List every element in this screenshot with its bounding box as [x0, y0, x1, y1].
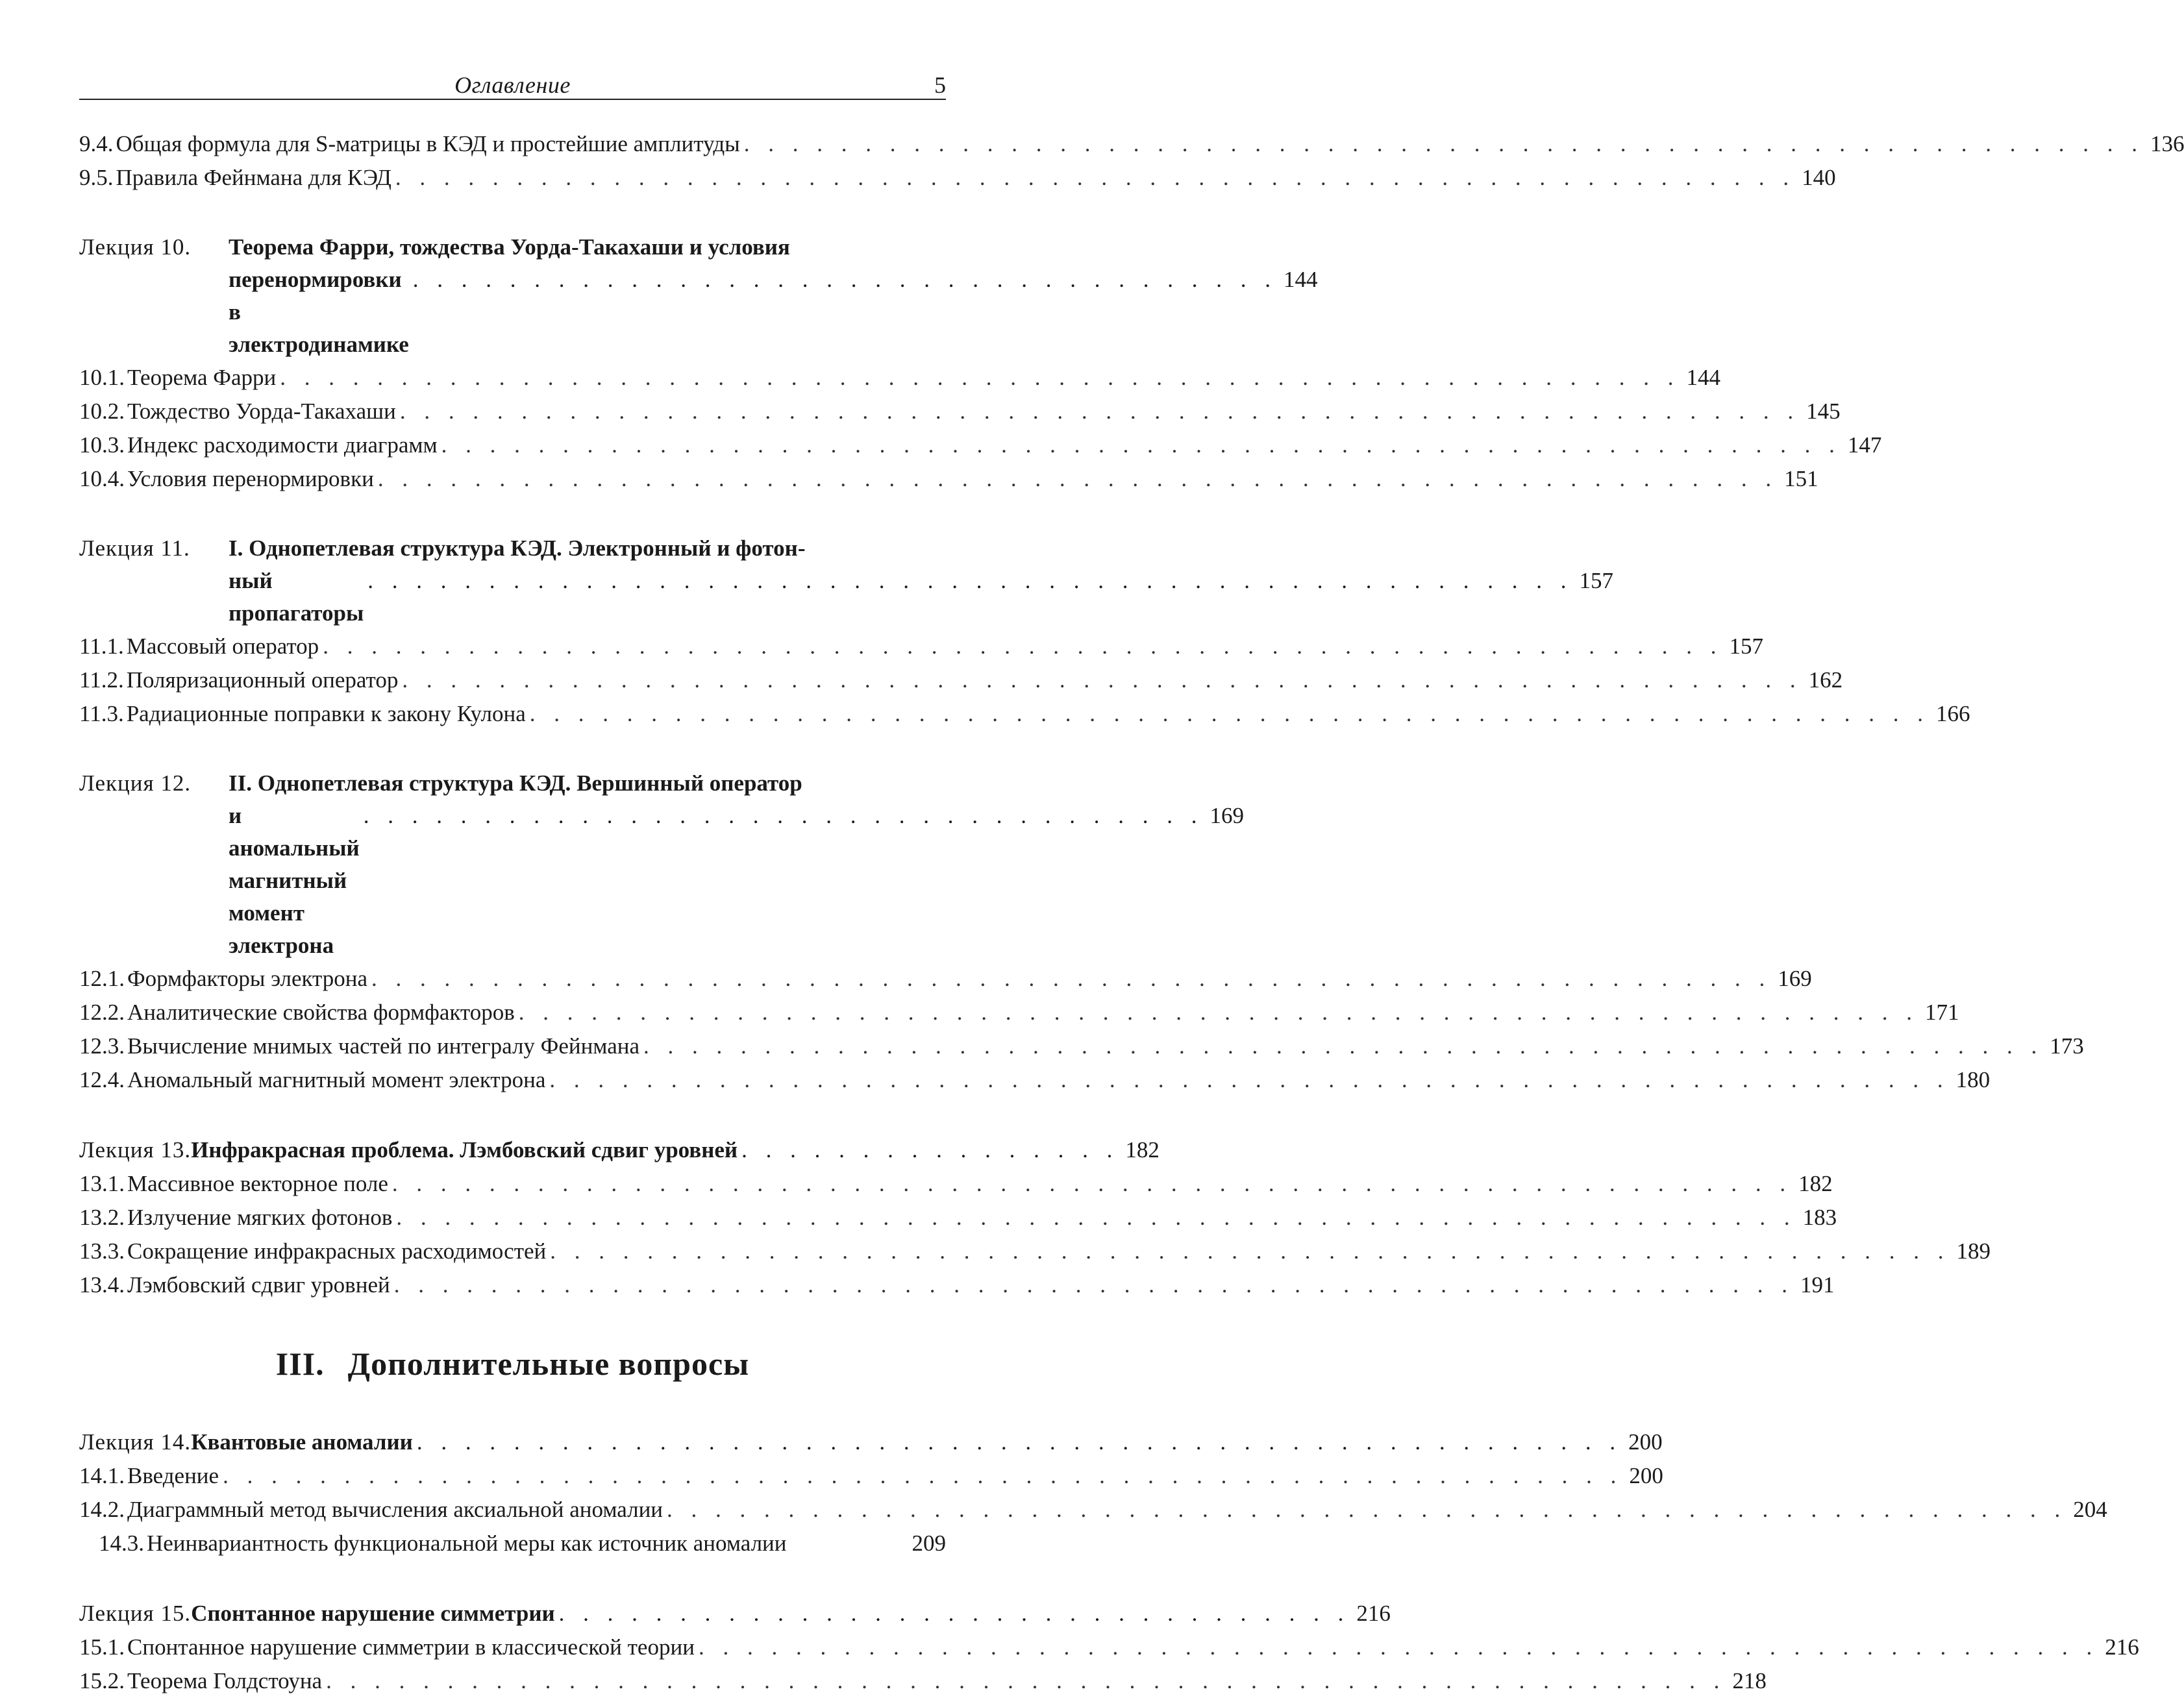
running-header [79, 68, 946, 100]
lecture-label: Лекция 10. [79, 234, 192, 260]
toc-entry[interactable] [79, 962, 1812, 996]
toc-entry[interactable] [79, 1167, 1833, 1201]
section-title: Массивное векторное поле [127, 1171, 388, 1196]
section-title: Лэмбовский сдвиг уровней [127, 1272, 390, 1298]
lecture-page: 169 [1210, 803, 1244, 828]
leader-dots: . . . . . . . . . . . . . . . . . . . . . . . . . . . . . . . . . . . . . . . . . . . . . . . . . . . . . . . . . . [698, 1634, 2099, 1660]
section-number: 10.4. [79, 466, 125, 491]
section-title: Поляризационный оператор [126, 667, 399, 693]
leader-dots: . . . . . . . . . . . . . . . . . . . . . . . . . . . . . . . . . . . . . . . . . . . . . . . . . . . . . . . . . . [391, 1171, 1793, 1196]
section-number: 13.2. [79, 1205, 125, 1230]
section-number: 15.2. [79, 1668, 125, 1693]
leader-dots: . . . . . . . . . . . . . . . . . . . . . . . . . . . . . . . . . . . . . . . . . . . . . . . . . . . . . . . . . . [326, 1668, 1726, 1693]
section-page: 183 [1802, 1205, 1837, 1230]
section-title: Условия перенормировки [127, 466, 374, 491]
leader-dots: . . . . . . . . . . . . . . . . . . . . . . . . . . . . . . . . . . . . . . . . . . . . . . . . . . . . . . . . . . [399, 399, 1800, 424]
lecture-title-line1: I. Однопетлевая структура КЭД. Электронный и фотон- [229, 535, 806, 561]
toc-entry[interactable] [79, 697, 1970, 731]
leader-dots: . . . . . . . . . . . . . . . . . . . . . . . . . . . . . . . . . . . . . . . . . . . . . . . . . . . . . . . . . . [549, 1067, 1950, 1092]
section-page: 136 [2150, 131, 2184, 156]
leader-dots: . . . . . . . . . . . . . . . . . . . . . . . . . . . . . . . . . . . . . . . . . . . . . . . . . . . . . . . . . . [529, 701, 1930, 726]
leader-dots: . . . . . . . . . . . . . . . . . . . . . . . . . . . . . . . . . . . . . . . . . . . . . . . . . . . . . . . . . . [377, 466, 1778, 491]
leader-dots: . . . . . . . . . . . . . . . . [741, 1137, 1119, 1163]
section-page: 182 [1798, 1171, 1833, 1196]
lecture-title: Спонтанное нарушение симметрии [191, 1601, 555, 1626]
leader-dots: . . . . . . . . . . . . . . . . . . . . . . . . . . . . . . . . . . . . . . . . . . . . . . . . . . . . . . . . . . [280, 365, 1680, 390]
section-number: 13.4. [79, 1272, 125, 1298]
section-page: 147 [1847, 432, 1882, 458]
toc-entry[interactable] [79, 1493, 2107, 1527]
lecture-title-line1: II. Однопетлевая структура КЭД. Вершинный оператор [229, 770, 802, 796]
toc-entry[interactable] [79, 1063, 1991, 1097]
toc-entry[interactable] [79, 996, 1959, 1029]
toc-entry[interactable] [79, 1029, 2084, 1063]
section-title: Аномальный магнитный момент электрона [127, 1067, 546, 1092]
leader-dots: . . . . . . . . . . . . . . . . . . . . . . . . . . . . . . . . . . . . . . . . . . . . . . . . . . . . . . . . . . [743, 131, 2144, 156]
leader-dots: . . . . . . . . . . . . . . . . . . . . . . . . . . . . . . . . . . . . . . . . . . . . . . . . . . . . . . . . . . [371, 966, 1772, 991]
section-title: Неинвариантность функциональной меры как источник аномалии [147, 1531, 787, 1556]
leader-dots: . . . . . . . . . . . . . . . . . . . . . . . . . . . . . . . . . . . . [412, 267, 1278, 292]
lecture-label: Лекция 15. [79, 1601, 192, 1626]
lecture-entry-14[interactable] [79, 1425, 1663, 1459]
section-number: 12.4. [79, 1067, 125, 1092]
leader-dots: . . . . . . . . . . . . . . . . . . . . . . . . . . . . . . . . . . . . . . . . . . . . . . . . . . . . . . . . . . [323, 634, 1723, 659]
header-page-number: 5 [934, 72, 946, 98]
section-number: 10.1. [79, 365, 125, 390]
leader-dots: . . . . . . . . . . . . . . . . . . . . . . . . . . . . . . . . . . . . . . . . . . . . . . . . . . [367, 568, 1573, 593]
leader-dots: . . . . . . . . . . . . . . . . . . . . . . . . . . . . . . . . . [558, 1601, 1350, 1626]
section-number: 9.5. [79, 165, 114, 190]
toc-entry[interactable] [79, 1201, 1837, 1235]
leader-dots: . . . . . . . . . . . . . . . . . . . . . . . . . . . . . . . . . . . . . . . . . . . . . . . . . . . . . . . . . . [667, 1497, 2067, 1522]
lecture-page: 216 [1356, 1601, 1391, 1626]
section-page: 162 [1808, 667, 1843, 693]
section-number: 11.1. [79, 634, 124, 659]
header-title: Оглавление [454, 72, 571, 98]
section-title: Вычисление мнимых частей по интегралу Фейнмана [127, 1033, 640, 1059]
section-number: 10.2. [79, 399, 125, 424]
part-title: Дополнительные вопросы [347, 1346, 750, 1382]
toc-entry[interactable] [79, 630, 1763, 663]
section-title: Правила Фейнмана для КЭД [116, 165, 391, 190]
leader-dots: . . . . . . . . . . . . . . . . . . . . . . . . . . . . . . . . . . . . . . . . . . . . . . . . . . . . . . . . . . [396, 1205, 1796, 1230]
section-page: 171 [1925, 1000, 1959, 1025]
lecture-title: Инфракрасная проблема. Лэмбовский сдвиг уровней [191, 1137, 738, 1163]
section-number: 11.2. [79, 667, 124, 693]
section-page: 157 [1729, 634, 1763, 659]
section-title: Индекс расходимости диаграмм [127, 432, 438, 458]
lecture-title-line2: и аномальный магнитный момент электрона [229, 803, 360, 958]
section-number: 11.3. [79, 701, 124, 726]
section-number: 12.1. [79, 966, 125, 991]
section-title: Формфакторы электрона [127, 966, 368, 991]
section-title: Общая формула для S-матрицы в КЭД и простейшие амплитуды [116, 131, 740, 156]
section-title: Сокращение инфракрасных расходимостей [127, 1238, 547, 1264]
section-page: 189 [1956, 1238, 1991, 1264]
table-of-contents [79, 127, 2184, 1698]
toc-entry[interactable] [79, 1664, 1767, 1698]
section-number: 10.3. [79, 432, 125, 458]
section-title: Тождество Уорда-Такахаши [127, 399, 396, 424]
section-number: 13.3. [79, 1238, 125, 1264]
section-page: 191 [1800, 1272, 1835, 1298]
section-number: 14.3. [99, 1531, 144, 1556]
lecture-entry-13[interactable] [79, 1133, 1160, 1167]
toc-entry[interactable] [79, 1630, 2139, 1664]
section-title: Массовый оператор [126, 634, 319, 659]
section-title: Теорема Фарри [127, 365, 277, 390]
lecture-title-line1: Теорема Фарри, тождества Уорда-Такахаши и условия [229, 234, 790, 260]
lecture-title-line2: ный пропагаторы [229, 568, 364, 626]
section-number: 12.2. [79, 1000, 125, 1025]
section-page: 216 [2105, 1634, 2139, 1660]
toc-entry[interactable] [79, 161, 1836, 195]
lecture-title-line2: перенормировки в электродинамике [229, 267, 409, 357]
section-page: 144 [1686, 365, 1720, 390]
lecture-page: 144 [1284, 267, 1318, 292]
section-title: Введение [127, 1463, 219, 1488]
lecture-entry-12[interactable] [79, 767, 1244, 962]
section-page: 180 [1955, 1067, 1991, 1092]
section-title: Излучение мягких фотонов [127, 1205, 393, 1230]
section-page: 145 [1806, 399, 1841, 424]
section-number: 15.1. [79, 1634, 125, 1660]
section-title: Аналитические свойства формфакторов [127, 1000, 515, 1025]
section-number: 13.1. [79, 1171, 125, 1196]
leader-dots: . . . . . . . . . . . . . . . . . . . . . . . . . . . . . . . . . . . [363, 803, 1204, 828]
leader-dots: . . . . . . . . . . . . . . . . . . . . . . . . . . . . . . . . . . . . . . . . . . . . . . . . . . . . . . . . . . [393, 1272, 1794, 1298]
leader-dots: . . . . . . . . . . . . . . . . . . . . . . . . . . . . . . . . . . . . . . . . . . . . . . . . . . . . . . . . . . [550, 1238, 1950, 1264]
section-title: Диаграммный метод вычисления аксиальной аномалии [127, 1497, 664, 1522]
part-heading [79, 1302, 946, 1425]
section-title: Спонтанное нарушение симметрии в классической теории [127, 1634, 695, 1660]
lecture-entry-15[interactable] [79, 1597, 1391, 1630]
leader-dots: . . . . . . . . . . . . . . . . . . . . . . . . . . . . . . . . . . . . . . . . . . . . . . . . . . . . . . . . . . [643, 1033, 2044, 1059]
section-page: 140 [1802, 165, 1836, 190]
section-number: 14.1. [79, 1463, 125, 1488]
section-page: 218 [1732, 1668, 1767, 1693]
lecture-page: 157 [1579, 568, 1614, 593]
lecture-entry-11[interactable] [79, 532, 1614, 630]
section-number: 12.3. [79, 1033, 125, 1059]
toc-entry[interactable] [79, 462, 1818, 496]
lecture-label: Лекция 11. [79, 535, 190, 561]
leader-dots: . . . . . . . . . . . . . . . . . . . . . . . . . . . . . . . . . . . . . . . . . . . . . . . . . . . . . . . . . . [518, 1000, 1919, 1025]
lecture-label: Лекция 13. [79, 1137, 192, 1163]
lecture-label: Лекция 12. [79, 770, 192, 796]
toc-entry[interactable] [79, 361, 1720, 395]
leader-dots: . . . . . . . . . . . . . . . . . . . . . . . . . . . . . . . . . . . . . . . . . . . . . . . . . . [416, 1429, 1622, 1455]
section-page: 151 [1784, 466, 1818, 491]
lecture-page: 182 [1125, 1137, 1160, 1163]
toc-entry[interactable] [79, 395, 1841, 428]
toc-entry[interactable] [79, 1527, 946, 1560]
section-number: 9.4. [79, 131, 114, 156]
section-title: Радиационные поправки к закону Кулона [126, 701, 526, 726]
leader-dots: . . . . . . . . . . . . . . . . . . . . . . . . . . . . . . . . . . . . . . . . . . . . . . . . . . . . . . . . . . [223, 1463, 1623, 1488]
toc-entry[interactable] [79, 1235, 1991, 1268]
leader-dots: . . . . . . . . . . . . . . . . . . . . . . . . . . . . . . . . . . . . . . . . . . . . . . . . . . . . . . . . . . [395, 165, 1796, 190]
toc-entry[interactable] [79, 1459, 1663, 1493]
lecture-entry-10[interactable] [79, 231, 1318, 361]
section-page: 169 [1778, 966, 1812, 991]
section-title: Теорема Голдстоуна [127, 1668, 323, 1693]
section-page: 173 [2050, 1033, 2084, 1059]
part-number: III. [275, 1346, 325, 1382]
section-page: 204 [2073, 1497, 2107, 1522]
leader-dots: . . . . . . . . . . . . . . . . . . . . . . . . . . . . . . . . . . . . . . . . . . . . . . . . . . . . . . . . . . [402, 667, 1802, 693]
toc-entry[interactable] [79, 663, 1843, 697]
lecture-label: Лекция 14. [79, 1429, 192, 1455]
lecture-page: 200 [1628, 1429, 1663, 1455]
toc-entry[interactable] [79, 1268, 1835, 1302]
toc-entry[interactable] [79, 127, 2184, 161]
toc-entry[interactable] [79, 428, 1882, 462]
leader-dots: . . . . . . . . . . . . . . . . . . . . . . . . . . . . . . . . . . . . . . . . . . . . . . . . . . . . . . . . . . [441, 432, 1841, 458]
section-page: 166 [1935, 701, 1970, 726]
section-page: 209 [912, 1531, 946, 1556]
section-number: 14.2. [79, 1497, 125, 1522]
section-page: 200 [1629, 1463, 1663, 1488]
lecture-title: Квантовые аномалии [191, 1429, 413, 1455]
